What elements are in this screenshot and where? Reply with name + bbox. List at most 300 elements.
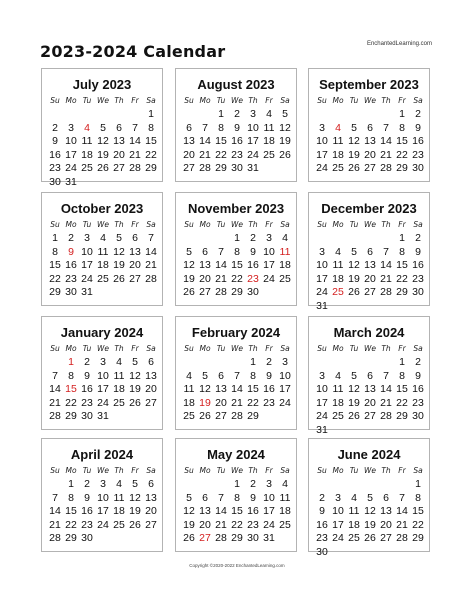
day-cell: 21 xyxy=(215,272,227,285)
day-cell: 27 xyxy=(129,272,141,285)
day-cell: 5 xyxy=(282,108,288,120)
weekday-label: Sa xyxy=(280,344,290,353)
day-cell xyxy=(127,108,143,121)
week-row xyxy=(47,519,159,532)
weekday-label: Su xyxy=(50,96,60,105)
day-cell: 10 xyxy=(263,491,275,504)
day-cell: 4 xyxy=(186,369,192,382)
day-cell: 9 xyxy=(84,491,90,504)
day-cell: 25 xyxy=(113,518,125,531)
day-cell xyxy=(346,546,362,559)
day-cell xyxy=(330,356,346,369)
day-cell: 9 xyxy=(68,245,74,258)
day-cell xyxy=(181,478,197,491)
week-row xyxy=(314,532,426,545)
day-cell: 24 xyxy=(97,518,109,531)
day-cell: 22 xyxy=(65,396,77,409)
day-cell: 1 xyxy=(218,108,224,120)
day-cell: 17 xyxy=(65,148,77,161)
day-cell: 22 xyxy=(145,148,157,161)
day-cell: 4 xyxy=(266,108,272,120)
weekday-label: Th xyxy=(381,220,391,229)
weekday-label: Tu xyxy=(216,96,226,105)
weekday-header xyxy=(47,344,159,353)
week-row xyxy=(181,478,293,491)
day-cell: 27 xyxy=(364,162,376,174)
day-cell: 7 xyxy=(383,369,389,382)
month-name: March 2024 xyxy=(333,325,405,340)
weekday-label: Sa xyxy=(146,344,156,353)
day-cell: 16 xyxy=(247,505,259,517)
week-row xyxy=(181,246,293,259)
day-cell: 24 xyxy=(247,148,259,161)
weekday-label: Th xyxy=(248,220,258,229)
weekday-label: Sa xyxy=(146,96,156,105)
week-row xyxy=(314,273,426,286)
weekday-label: Tu xyxy=(349,220,359,229)
day-cell: 15 xyxy=(396,383,408,395)
day-cell: 5 xyxy=(202,369,208,382)
day-cell: 21 xyxy=(49,518,61,531)
day-cell xyxy=(229,356,245,369)
weekday-label: Mo xyxy=(332,220,344,229)
day-cell: 7 xyxy=(383,121,389,134)
day-cell xyxy=(410,546,426,559)
day-cell: 19 xyxy=(348,396,360,409)
day-cell: 1 xyxy=(68,356,74,368)
day-cell: 12 xyxy=(279,121,291,134)
day-cell: 13 xyxy=(145,369,157,382)
day-cell: 19 xyxy=(129,383,141,395)
week-row xyxy=(181,505,293,518)
day-cell xyxy=(378,546,394,559)
day-cell: 9 xyxy=(234,121,240,134)
day-cell: 1 xyxy=(148,108,154,120)
day-cell xyxy=(213,356,229,369)
day-cell: 30 xyxy=(81,532,93,544)
day-cell: 30 xyxy=(81,410,93,422)
day-cell: 24 xyxy=(97,396,109,409)
weekday-header xyxy=(314,466,426,475)
day-cell: 10 xyxy=(316,135,328,147)
weekday-label: Th xyxy=(114,344,124,353)
day-cell: 16 xyxy=(65,259,77,271)
day-cell xyxy=(330,478,346,491)
day-cell: 6 xyxy=(148,478,154,490)
weekday-label: Su xyxy=(184,96,194,105)
day-cell xyxy=(346,108,362,121)
day-cell: 31 xyxy=(316,299,328,312)
weekday-label: We xyxy=(363,96,377,105)
day-cell: 14 xyxy=(231,383,243,395)
day-cell: 18 xyxy=(263,135,275,147)
day-cell: 24 xyxy=(263,518,275,531)
day-cell: 5 xyxy=(186,245,192,258)
day-cell xyxy=(79,176,95,189)
day-cell: 10 xyxy=(316,259,328,271)
day-cell: 30 xyxy=(316,545,328,558)
weekday-label: Fr xyxy=(265,220,273,229)
weekday-header xyxy=(314,96,426,105)
day-cell: 7 xyxy=(234,369,240,382)
day-cell: 8 xyxy=(399,121,405,134)
day-cell: 26 xyxy=(348,286,360,298)
day-cell: 19 xyxy=(279,135,291,147)
day-cell: 28 xyxy=(49,532,61,544)
day-cell xyxy=(63,108,79,121)
day-cell: 8 xyxy=(399,245,405,258)
day-cell: 10 xyxy=(316,383,328,395)
day-cell: 7 xyxy=(399,491,405,504)
day-cell: 10 xyxy=(279,369,291,382)
weekday-label: Fr xyxy=(131,220,139,229)
day-cell: 31 xyxy=(97,410,109,422)
weekday-label: Th xyxy=(114,466,124,475)
day-cell xyxy=(111,532,127,545)
month-name: February 2024 xyxy=(191,325,281,340)
month-6 xyxy=(308,192,430,312)
day-cell: 26 xyxy=(183,286,195,298)
day-cell xyxy=(314,108,330,121)
weekday-label: Su xyxy=(317,466,327,475)
weekday-label: We xyxy=(363,220,377,229)
weekday-header xyxy=(181,220,293,229)
day-cell: 25 xyxy=(279,272,291,285)
weekday-label: Sa xyxy=(413,344,423,353)
day-cell: 11 xyxy=(348,505,360,517)
week-row xyxy=(314,232,426,245)
month-10 xyxy=(41,438,163,552)
day-cell xyxy=(330,108,346,121)
day-cell: 2 xyxy=(234,108,240,120)
day-cell: 19 xyxy=(348,148,360,161)
day-cell: 10 xyxy=(332,505,344,517)
page-title: 2023-2024 Calendar xyxy=(40,42,226,61)
weekday-label: Sa xyxy=(280,96,290,105)
week-row xyxy=(181,356,293,369)
day-cell: 17 xyxy=(247,135,259,147)
day-cell: 2 xyxy=(52,121,58,134)
day-cell xyxy=(213,232,229,245)
day-cell: 7 xyxy=(52,491,58,504)
day-cell xyxy=(394,424,410,437)
day-cell: 14 xyxy=(129,135,141,147)
day-cell: 18 xyxy=(332,148,344,161)
day-cell: 19 xyxy=(129,505,141,517)
day-cell: 27 xyxy=(113,162,125,174)
day-cell: 20 xyxy=(129,259,141,271)
weekday-header xyxy=(181,344,293,353)
day-cell: 3 xyxy=(335,491,341,504)
day-cell: 3 xyxy=(84,232,90,244)
day-cell: 23 xyxy=(412,272,424,285)
day-cell: 7 xyxy=(383,245,389,258)
day-cell xyxy=(362,300,378,313)
day-cell: 13 xyxy=(215,383,227,395)
weekday-label: Tu xyxy=(216,344,226,353)
day-cell xyxy=(277,532,293,545)
day-cell xyxy=(47,356,63,369)
week-row xyxy=(47,273,159,286)
weekday-label: Fr xyxy=(131,96,139,105)
weekday-label: Mo xyxy=(65,344,77,353)
day-cell: 24 xyxy=(316,286,328,298)
day-cell: 2 xyxy=(84,356,90,368)
day-cell xyxy=(181,108,197,121)
day-cell: 9 xyxy=(415,369,421,382)
weekday-label: We xyxy=(363,344,377,353)
day-cell: 7 xyxy=(148,232,154,244)
day-cell: 27 xyxy=(145,396,157,409)
day-cell: 26 xyxy=(129,518,141,531)
day-cell: 11 xyxy=(332,383,344,395)
day-cell xyxy=(362,232,378,245)
day-cell: 2 xyxy=(84,478,90,490)
day-cell: 26 xyxy=(97,162,109,174)
month-name: October 2023 xyxy=(60,201,144,216)
day-cell: 15 xyxy=(215,135,227,147)
day-cell: 16 xyxy=(412,135,424,147)
day-cell: 10 xyxy=(65,135,77,147)
day-cell: 7 xyxy=(52,369,58,382)
weekday-label: Fr xyxy=(131,466,139,475)
day-cell: 8 xyxy=(52,245,58,258)
day-cell: 1 xyxy=(415,478,421,490)
day-cell xyxy=(410,424,426,437)
day-cell: 27 xyxy=(215,410,227,422)
day-cell: 12 xyxy=(348,259,360,271)
day-cell: 4 xyxy=(351,491,357,504)
week-row xyxy=(47,397,159,410)
day-cell: 16 xyxy=(316,518,328,531)
day-cell: 26 xyxy=(199,410,211,422)
month-name: May 2024 xyxy=(207,447,265,462)
week-row xyxy=(47,532,159,545)
week-row xyxy=(314,300,426,313)
month-12 xyxy=(308,438,430,558)
day-cell: 23 xyxy=(412,148,424,161)
day-cell xyxy=(181,356,197,369)
day-cell: 24 xyxy=(263,272,275,285)
day-cell: 23 xyxy=(247,272,259,285)
site-name: EnchantedLearning.com xyxy=(366,41,432,47)
month-name: June 2024 xyxy=(337,447,401,462)
day-cell: 2 xyxy=(415,356,421,368)
weekday-label: We xyxy=(230,466,244,475)
day-cell: 8 xyxy=(234,245,240,258)
day-cell: 18 xyxy=(279,505,291,517)
day-cell: 15 xyxy=(145,135,157,147)
weekday-label: Tu xyxy=(82,96,92,105)
weekday-label: Su xyxy=(184,466,194,475)
day-cell xyxy=(330,424,346,437)
weekday-label: Fr xyxy=(265,344,273,353)
weekday-label: Fr xyxy=(398,96,406,105)
day-cell: 15 xyxy=(412,505,424,517)
day-cell: 8 xyxy=(68,491,74,504)
day-cell xyxy=(95,532,111,545)
day-cell: 29 xyxy=(145,162,157,174)
day-cell: 31 xyxy=(263,532,275,544)
weekday-label: Fr xyxy=(398,220,406,229)
weekday-label: Mo xyxy=(199,220,211,229)
day-cell: 13 xyxy=(199,259,211,271)
day-cell: 1 xyxy=(68,478,74,490)
day-cell: 12 xyxy=(348,383,360,395)
day-cell: 30 xyxy=(231,162,243,174)
week-row xyxy=(181,370,293,383)
day-cell: 19 xyxy=(183,518,195,531)
day-cell: 9 xyxy=(415,121,421,134)
day-cell xyxy=(378,424,394,437)
day-cell: 17 xyxy=(97,505,109,517)
day-cell: 7 xyxy=(202,121,208,134)
weekday-label: Fr xyxy=(265,96,273,105)
weekday-label: Sa xyxy=(413,220,423,229)
day-cell: 23 xyxy=(65,272,77,285)
day-cell: 29 xyxy=(49,286,61,298)
day-cell: 23 xyxy=(412,396,424,409)
weekday-label: Th xyxy=(248,466,258,475)
day-cell: 9 xyxy=(266,369,272,382)
day-cell: 9 xyxy=(250,491,256,504)
day-cell: 18 xyxy=(279,259,291,271)
day-cell: 16 xyxy=(412,383,424,395)
day-cell: 15 xyxy=(231,505,243,517)
day-cell: 22 xyxy=(412,518,424,531)
day-cell: 4 xyxy=(335,121,341,134)
day-cell: 24 xyxy=(316,410,328,422)
week-row xyxy=(181,232,293,245)
day-cell xyxy=(277,162,293,175)
weekday-label: Su xyxy=(50,220,60,229)
day-cell: 19 xyxy=(199,396,211,409)
day-cell xyxy=(362,356,378,369)
day-cell: 19 xyxy=(97,148,109,161)
day-cell: 30 xyxy=(65,286,77,298)
day-cell xyxy=(79,108,95,121)
weekday-label: Su xyxy=(184,220,194,229)
day-cell: 20 xyxy=(145,505,157,517)
month-name: September 2023 xyxy=(319,77,419,92)
day-cell: 25 xyxy=(263,148,275,161)
day-cell: 31 xyxy=(65,175,77,188)
day-cell: 13 xyxy=(199,505,211,517)
day-cell xyxy=(346,424,362,437)
day-cell: 23 xyxy=(263,396,275,409)
week-row xyxy=(314,397,426,410)
day-cell: 3 xyxy=(319,121,325,134)
week-row xyxy=(314,505,426,518)
day-cell: 12 xyxy=(129,369,141,382)
day-cell: 2 xyxy=(415,108,421,120)
weekday-label: Sa xyxy=(146,466,156,475)
day-cell: 22 xyxy=(49,272,61,285)
day-cell: 21 xyxy=(396,518,408,531)
month-1 xyxy=(41,68,163,188)
weekday-header xyxy=(47,96,159,105)
day-cell: 22 xyxy=(231,272,243,285)
day-cell: 11 xyxy=(113,491,125,504)
week-row xyxy=(47,122,159,135)
day-cell: 10 xyxy=(247,121,259,134)
day-cell: 1 xyxy=(399,108,405,120)
day-cell: 23 xyxy=(231,148,243,161)
day-cell: 1 xyxy=(250,356,256,368)
day-cell: 3 xyxy=(250,108,256,120)
day-cell: 30 xyxy=(49,175,61,188)
day-cell: 31 xyxy=(316,423,328,436)
day-cell xyxy=(346,300,362,313)
day-cell: 10 xyxy=(81,245,93,258)
day-cell: 3 xyxy=(266,232,272,244)
day-cell xyxy=(111,108,127,121)
day-cell xyxy=(95,286,111,299)
month-name: November 2023 xyxy=(187,201,285,216)
day-cell: 5 xyxy=(100,121,106,134)
day-cell: 11 xyxy=(97,245,109,258)
day-cell: 8 xyxy=(234,491,240,504)
weekday-header xyxy=(47,466,159,475)
week-row xyxy=(181,122,293,135)
day-cell xyxy=(127,176,143,189)
day-cell: 13 xyxy=(364,383,376,395)
day-cell: 28 xyxy=(380,410,392,422)
day-cell: 8 xyxy=(218,121,224,134)
day-cell xyxy=(111,410,127,423)
day-cell: 30 xyxy=(247,532,259,544)
day-cell: 17 xyxy=(81,259,93,271)
day-cell xyxy=(143,410,159,423)
day-cell: 13 xyxy=(364,135,376,147)
day-cell: 1 xyxy=(52,232,58,244)
week-row xyxy=(47,162,159,175)
day-cell: 23 xyxy=(247,518,259,531)
day-cell: 3 xyxy=(319,245,325,258)
day-cell: 29 xyxy=(65,410,77,422)
day-cell: 14 xyxy=(380,135,392,147)
weekday-label: Sa xyxy=(280,466,290,475)
day-cell: 9 xyxy=(415,245,421,258)
weekday-label: Mo xyxy=(199,96,211,105)
day-cell: 5 xyxy=(351,245,357,258)
day-cell: 24 xyxy=(279,396,291,409)
day-cell: 14 xyxy=(199,135,211,147)
day-cell: 7 xyxy=(218,245,224,258)
weekday-label: Fr xyxy=(131,344,139,353)
day-cell: 28 xyxy=(215,286,227,298)
day-cell: 3 xyxy=(68,121,74,134)
day-cell xyxy=(111,286,127,299)
day-cell: 19 xyxy=(113,259,125,271)
day-cell: 20 xyxy=(199,272,211,285)
day-cell: 12 xyxy=(183,259,195,271)
month-name: December 2023 xyxy=(321,201,417,216)
day-cell: 15 xyxy=(396,259,408,271)
day-cell: 9 xyxy=(84,369,90,382)
weekday-label: We xyxy=(230,344,244,353)
day-cell: 12 xyxy=(364,505,376,517)
day-cell: 28 xyxy=(199,162,211,174)
week-row xyxy=(47,135,159,148)
weekday-label: Tu xyxy=(349,96,359,105)
day-cell: 26 xyxy=(183,532,195,544)
weekday-label: Su xyxy=(50,344,60,353)
day-cell xyxy=(111,176,127,189)
day-cell: 30 xyxy=(412,162,424,174)
day-cell: 22 xyxy=(396,148,408,161)
day-cell: 28 xyxy=(380,162,392,174)
